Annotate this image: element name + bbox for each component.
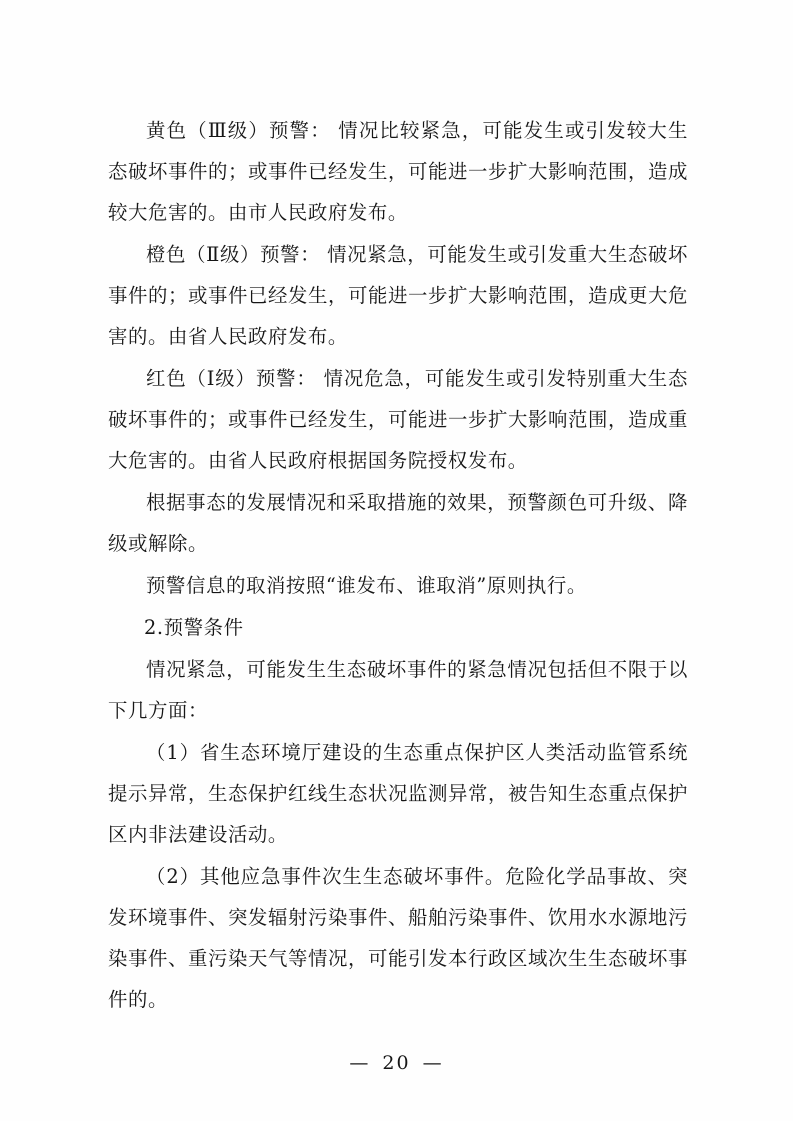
paragraph-warning-level-adjust: 根据事态的发展情况和采取措施的效果，预警颜色可升级、降级或解除。 <box>108 491 688 555</box>
paragraph-urgent-situations-intro: 情况紧急，可能发生生态破坏事件的紧急情况包括但不限于以下几方面： <box>108 658 688 722</box>
paragraph-orange-warning: 橙色（Ⅱ级）预警： 情况紧急，可能发生或引发重大生态破坏事件的；或事件已经发生，可能进一步扩大影响范围，造成更大危害的。由省人民政府发布。 <box>108 243 688 348</box>
footer-dash-left: — <box>349 1052 371 1074</box>
paragraph-red-warning: 红色（Ⅰ级）预警： 情况危急，可能发生或引发特别重大生态破坏事件的；或事件已经发生，可能进一步扩大影响范围，造成重大危害的。由省人民政府根据国务院授权发布。 <box>108 367 688 472</box>
paragraph-condition-1: （1）省生态环境厅建设的生态重点保护区人类活动监管系统提示异常，生态保护红线生态状况监测异常，被告知生态重点保护区内非法建设活动。 <box>108 741 688 846</box>
paragraph-condition-2: （2）其他应急事件次生生态破坏事件。危险化学品事故、突发环境事件、突发辐射污染事件、船舶污染事件、饮用水水源地污染事件、重污染天气等情况，可能引发本行政区域次生生态破坏事件的。 <box>108 865 688 1011</box>
heading-warning-conditions: 2.预警条件 <box>144 616 244 639</box>
page-number: 20 <box>382 1052 411 1074</box>
document-body <box>108 110 688 1021</box>
page-footer <box>0 1052 793 1074</box>
paragraph-warning-cancel-rule: 预警信息的取消按照“谁发布、谁取消”原则执行。 <box>146 574 587 597</box>
paragraph-yellow-warning: 黄色（Ⅲ级）预警： 情况比较紧急，可能发生或引发较大生态破坏事件的；或事件已经发生，可能进一步扩大影响范围，造成较大危害的。由市人民政府发布。 <box>108 119 688 224</box>
footer-dash-right: — <box>422 1052 444 1074</box>
